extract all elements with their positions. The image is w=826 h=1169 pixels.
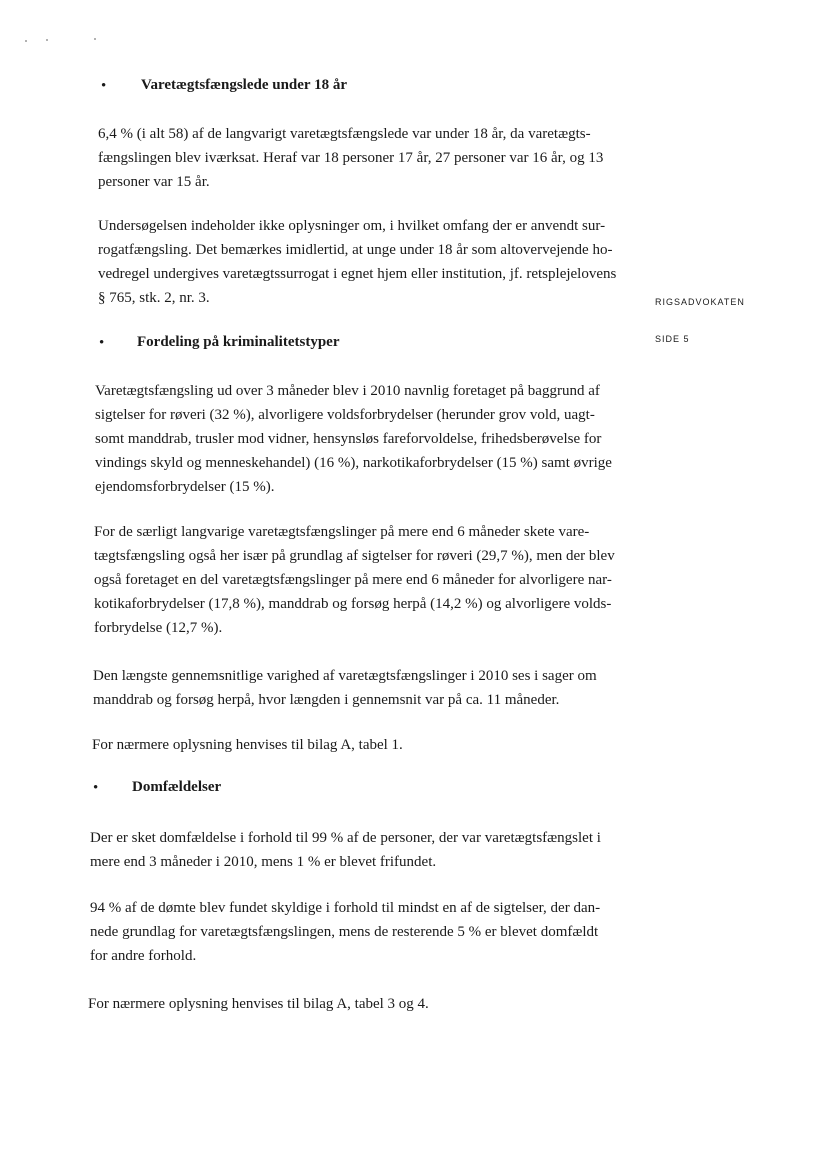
paragraph-line: For de særligt langvarige varetægtsfængslinger på mere end 6 måneder skete vare- [94, 524, 590, 540]
paragraph-line: Den længste gennemsnitlige varighed af varetægtsfængslinger i 2010 ses i sager om [93, 668, 597, 684]
paragraph-line: tægtsfængsling også her især på grundlag af sigtelser for røveri (29,7 %), men der blev [94, 548, 615, 564]
paragraph-line: fængslingen blev iværksat. Heraf var 18 personer 17 år, 27 personer var 16 år, og 13 [98, 150, 604, 166]
sidebar-org-name: RIGSADVOKATEN [655, 297, 745, 307]
scan-speck [46, 39, 48, 41]
paragraph [90, 896, 600, 968]
bullet-icon: • [99, 335, 105, 351]
paragraph [98, 214, 616, 310]
paragraph-line: nede grundlag for varetægtsfængslingen, mens de resterende 5 % er blevet domfældt [90, 924, 599, 940]
paragraph-line: også foretaget en del varetægtsfængslinger på mere end 6 måneder for alvorligere nar- [94, 572, 612, 588]
paragraph-line: Varetægtsfængsling ud over 3 måneder blev i 2010 navnlig foretaget på baggrund af [95, 383, 600, 399]
paragraph-line: Undersøgelsen indeholder ikke oplysninger om, i hvilket omfang der er anvendt sur- [98, 218, 606, 234]
bullet-icon: • [93, 780, 99, 796]
paragraph-line: kotikaforbrydelser (17,8 %), manddrab og forsøg herpå (14,2 %) og alvorligere volds- [94, 596, 612, 612]
paragraph [93, 664, 597, 712]
paragraph-line: personer var 15 år. [98, 174, 210, 190]
paragraph [92, 733, 403, 757]
section-heading: Domfældelser [132, 779, 222, 795]
paragraph [94, 520, 615, 640]
section-heading: Fordeling på kriminalitetstyper [137, 334, 340, 350]
scan-speck [94, 38, 96, 40]
paragraph [90, 826, 601, 874]
paragraph-line: 6,4 % (i alt 58) af de langvarigt varetægtsfængslede var under 18 år, da varetægts- [98, 126, 591, 142]
paragraph-line: mere end 3 måneder i 2010, mens 1 % er blevet frifundet. [90, 854, 437, 870]
section-heading: Varetægtsfængslede under 18 år [141, 77, 347, 93]
scan-speck [25, 40, 27, 42]
paragraph-line: for andre forhold. [90, 948, 197, 964]
paragraph [98, 122, 603, 194]
bullet-icon: • [101, 78, 107, 94]
paragraph-line: For nærmere oplysning henvises til bilag A, tabel 3 og 4. [88, 996, 429, 1012]
paragraph [95, 379, 612, 499]
paragraph-line: sigtelser for røveri (32 %), alvorligere voldsforbrydelser (herunder grov vold, uagt- [95, 407, 595, 423]
paragraph-line: vindings skyld og menneskehandel) (16 %), narkotikaforbrydelser (15 %) samt øvrige [95, 455, 612, 471]
paragraph-line: For nærmere oplysning henvises til bilag A, tabel 1. [92, 737, 403, 753]
paragraph-line: Der er sket domfældelse i forhold til 99 % af de personer, der var varetægtsfængslet i [90, 830, 601, 846]
paragraph [88, 992, 429, 1016]
paragraph-line: somt manddrab, trusler mod vidner, hensynsløs fareforvoldelse, frihedsberøvelse for [95, 431, 602, 447]
paragraph-line: ejendomsforbrydelser (15 %). [95, 479, 275, 495]
paragraph-line: 94 % af de dømte blev fundet skyldige i forhold til mindst en af de sigtelser, der dan- [90, 900, 601, 916]
sidebar-page-number: SIDE 5 [655, 334, 690, 344]
paragraph-line: forbrydelse (12,7 %). [94, 620, 223, 636]
paragraph-line: § 765, stk. 2, nr. 3. [98, 290, 210, 306]
paragraph-line: vedregel undergives varetægtssurrogat i egnet hjem eller institution, jf. retsplejelovens [98, 266, 617, 282]
paragraph-line: rogatfængsling. Det bemærkes imidlertid, at unge under 18 år som altovervejende ho- [98, 242, 613, 258]
paragraph-line: manddrab og forsøg herpå, hvor længden i gennemsnit var på ca. 11 måneder. [93, 692, 560, 708]
